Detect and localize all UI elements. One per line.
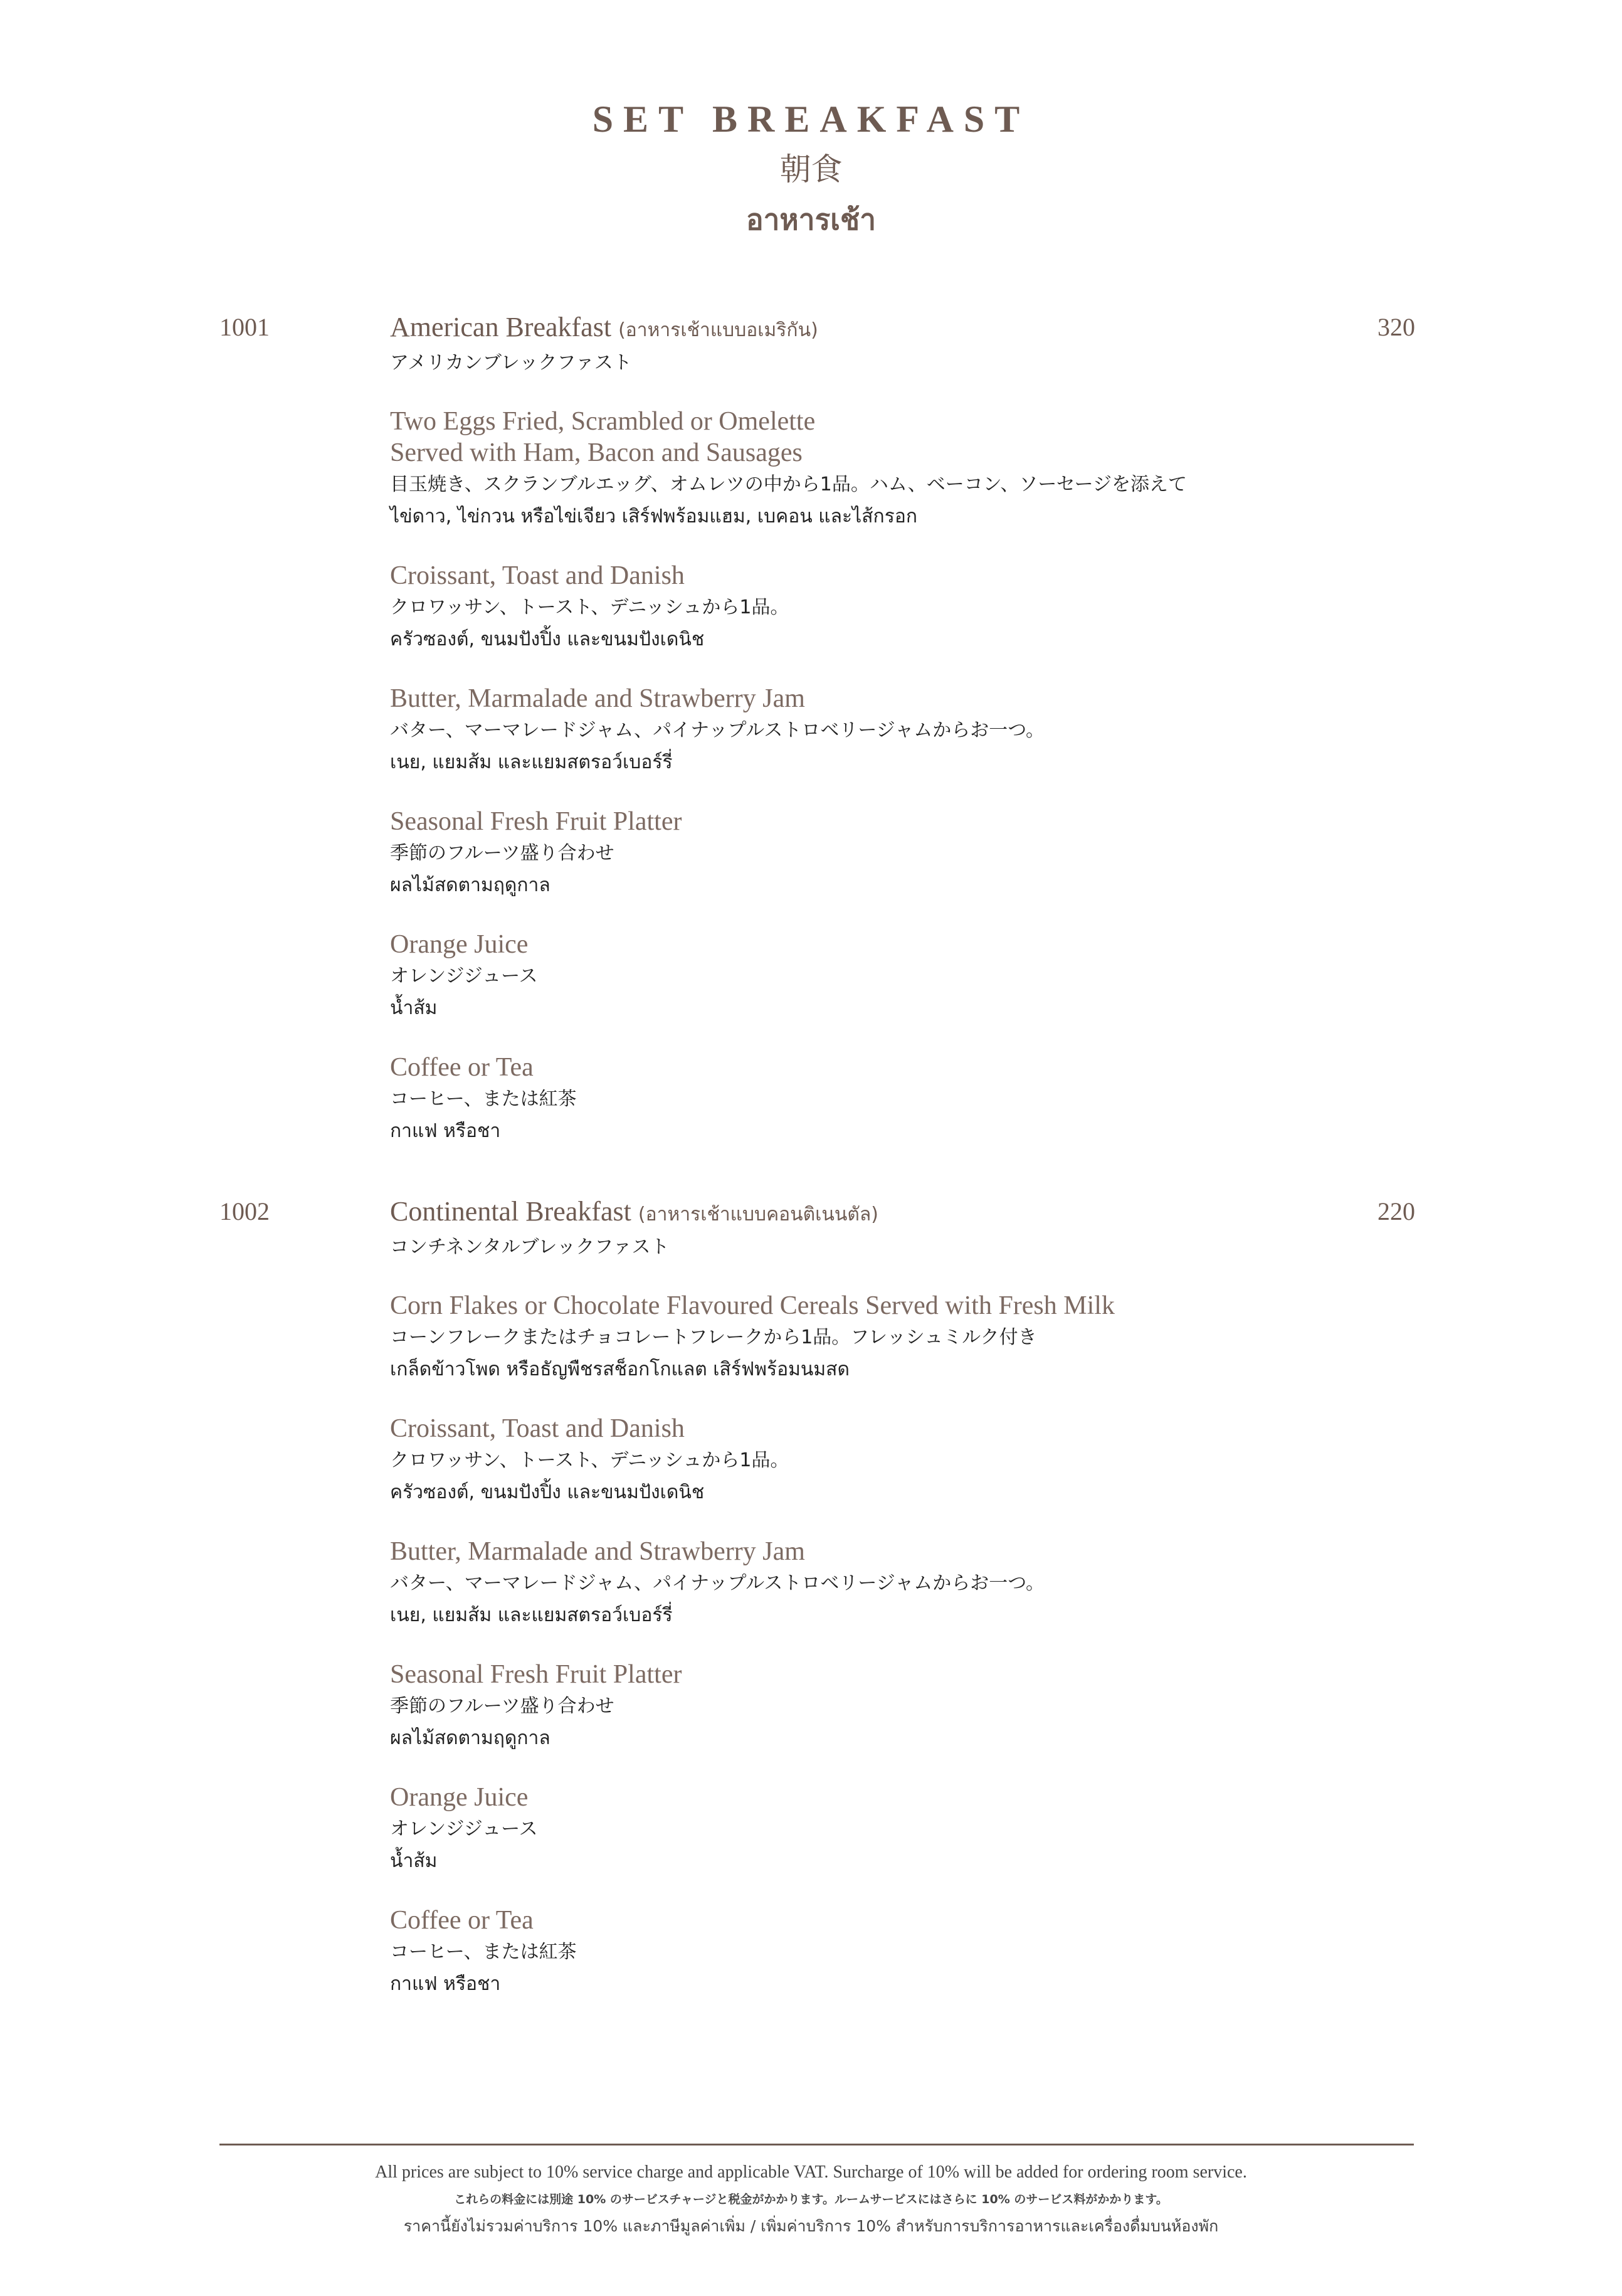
- page-title-japanese: 朝食: [779, 151, 843, 188]
- menu-item: [390, 1052, 1418, 1147]
- item-name-english: Two Eggs Fried, Scrambled or Omelette: [390, 407, 816, 436]
- set-details: [390, 1194, 1418, 2000]
- item-name-english: Corn Flakes or Chocolate Flavoured Cereals Served with Fresh Milk: [390, 1291, 1115, 1320]
- set-name-thai: (อาหารเช้าแบบอเมริกัน): [618, 319, 818, 341]
- item-name-japanese: クロワッサン、トースト、デニッシュから1品。: [390, 1449, 789, 1471]
- menu-item: [390, 929, 1418, 1024]
- item-name-thai: เนย, แยมส้ม และแยมสตรอว์เบอร์รี่: [390, 1604, 673, 1626]
- footer-note-thai: ราคานี้ยังไม่รวมค่าบริการ 10% และภาษีมูลค่าเพิ่ม / เพิ่มค่าบริการ 10% สำหรับการบริการอาหารและเครื่องดื่มบนห้องพัก: [403, 2217, 1219, 2235]
- item-name-japanese: 季節のフルーツ盛り合わせ: [390, 1695, 614, 1717]
- item-name-japanese: 季節のフルーツ盛り合わせ: [390, 842, 614, 864]
- set-name: [390, 310, 1418, 348]
- item-name-thai: กาแฟ หรือชา: [390, 1973, 501, 1995]
- item-name-thai: กาแฟ หรือชา: [390, 1120, 501, 1142]
- menu-item: [390, 1536, 1418, 1631]
- item-name-thai: ผลไม้สดตามฤดูกาล: [390, 874, 550, 896]
- set-name-english: American Breakfast: [390, 312, 612, 342]
- menu-item: [390, 1290, 1418, 1385]
- item-name-english: Seasonal Fresh Fruit Platter: [390, 1660, 682, 1689]
- item-name-thai: ผลไม้สดตามฤดูกาล: [390, 1727, 550, 1749]
- item-name-english: Croissant, Toast and Danish: [390, 561, 685, 590]
- item-name-english: Coffee or Tea: [390, 1053, 534, 1082]
- menu-item: [390, 683, 1418, 778]
- item-name-japanese: コーヒー、または紅茶: [390, 1088, 577, 1110]
- footer-divider: [219, 2144, 1414, 2145]
- set-name: [390, 1194, 1418, 1232]
- item-name-japanese: コーヒー、または紅茶: [390, 1941, 577, 1963]
- item-name-japanese: コーンフレークまたはチョコレートフレークから1品。フレッシュミルク付き: [390, 1326, 1037, 1348]
- set-details: [390, 310, 1418, 1147]
- item-name-thai: เกล็ดข้าวโพด หรือธัญพืชรสช็อกโกแลต เสิร์ฟพร้อมนมสด: [390, 1358, 850, 1380]
- item-name-japanese: バター、マーマレードジャム、パイナップルストロベリージャムからお一つ。: [390, 719, 1045, 741]
- menu-item: [390, 560, 1418, 655]
- menu-item: [390, 406, 1418, 532]
- menu-item: [390, 1659, 1418, 1754]
- set-price: 320: [1377, 313, 1415, 341]
- item-name-thai: น้ำส้ม: [390, 1850, 438, 1872]
- set-name-japanese: アメリカンブレックファスト: [390, 352, 632, 374]
- set-name-thai: (อาหารเช้าแบบคอนติเนนตัล): [638, 1204, 879, 1225]
- set-price: 220: [1377, 1197, 1415, 1225]
- item-name-english: Orange Juice: [390, 930, 529, 959]
- item-name-japanese: バター、マーマレードジャム、パイナップルストロベリージャムからお一つ。: [390, 1572, 1045, 1594]
- menu-item: [390, 806, 1418, 901]
- item-name-english: Croissant, Toast and Danish: [390, 1414, 685, 1443]
- item-name-english: Coffee or Tea: [390, 1906, 534, 1935]
- item-name-thai: ครัวซองต์, ขนมปังปิ้ง และขนมปังเดนิช: [390, 1481, 705, 1503]
- item-name-english: Seasonal Fresh Fruit Platter: [390, 807, 682, 836]
- set-name-japanese: コンチネンタルブレックファスト: [390, 1236, 670, 1258]
- item-name-japanese: 目玉焼き、スクランブルエッグ、オムレツの中から1品。ハム、ベーコン、ソーセージを添えて: [390, 473, 1187, 495]
- item-name-japanese: オレンジジュース: [390, 1818, 538, 1840]
- page-title: SET BREAKFAST: [592, 98, 1030, 140]
- item-name-thai: ครัวซองต์, ขนมปังปิ้ง และขนมปังเดนิช: [390, 628, 705, 650]
- menu-item: [390, 1413, 1418, 1508]
- set-name-english: Continental Breakfast: [390, 1196, 631, 1227]
- footer-note-japanese: これらの料金には別途 10% のサービスチャージと税金がかかります。ルームサービスにはさらに 10% のサービス料がかかります。: [454, 2193, 1168, 2206]
- set-code: 1001: [219, 313, 270, 341]
- item-name-thai: น้ำส้ม: [390, 997, 438, 1019]
- menu-item: [390, 1905, 1418, 2000]
- item-name-japanese: クロワッサン、トースト、デニッシュから1品。: [390, 596, 789, 618]
- menu-item: [390, 1782, 1418, 1877]
- menu-header: [0, 94, 1622, 245]
- set-code: 1002: [219, 1197, 270, 1225]
- item-name-english: Served with Ham, Bacon and Sausages: [390, 438, 803, 467]
- item-name-japanese: オレンジジュース: [390, 965, 538, 987]
- item-name-thai: ไข่ดาว, ไข่กวน หรือไข่เจียว เสิร์ฟพร้อมแฮม, เบคอน และไส้กรอก: [390, 505, 917, 527]
- item-name-thai: เนย, แยมส้ม และแยมสตรอว์เบอร์รี่: [390, 751, 673, 773]
- item-name-english: Butter, Marmalade and Strawberry Jam: [390, 684, 805, 713]
- item-name-english: Butter, Marmalade and Strawberry Jam: [390, 1537, 805, 1566]
- page-title-thai: อาหารเช้า: [745, 203, 877, 236]
- footer-note-english: All prices are subject to 10% service charge and applicable VAT. Surcharge of 10% will be added for ordering room service.: [375, 2162, 1247, 2182]
- item-name-english: Orange Juice: [390, 1783, 529, 1812]
